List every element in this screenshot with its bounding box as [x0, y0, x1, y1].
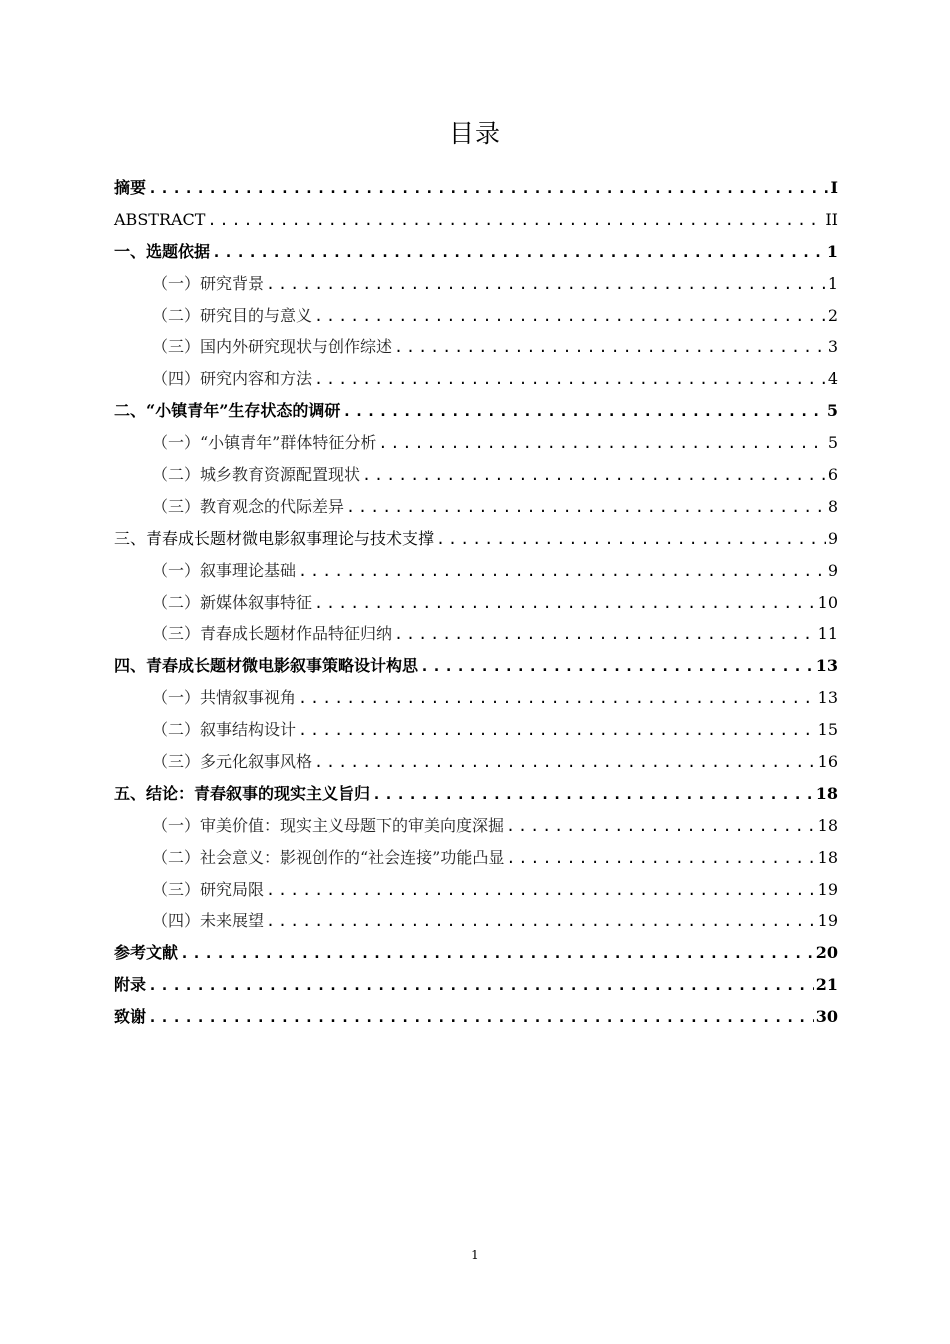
- toc-entry-label: 参考文献: [114, 943, 179, 963]
- toc-section-entry[interactable]: [114, 1001, 838, 1033]
- toc-subsection-entry[interactable]: [114, 555, 838, 587]
- toc-entry-page-number: 1: [826, 241, 838, 261]
- toc-dot-leader: [506, 811, 816, 843]
- toc-dot-leader: [180, 938, 814, 970]
- toc-dot-leader: [420, 651, 814, 683]
- toc-dot-leader: [314, 747, 816, 779]
- toc-entry-page-number: 4: [827, 369, 838, 389]
- toc-entry-page-number: 16: [817, 752, 838, 772]
- toc-entry-label: （二）城乡教育资源配置现状: [152, 465, 361, 485]
- toc-entry-page-number: 13: [815, 656, 838, 676]
- toc-entry-label: （三）青春成长题材作品特征归纳: [152, 624, 393, 644]
- toc-entry-label: 二、“小镇青年”生存状态的调研: [114, 401, 341, 421]
- toc-section-entry[interactable]: [114, 650, 838, 682]
- toc-section-entry[interactable]: [114, 204, 838, 236]
- toc-dot-leader: [298, 556, 826, 588]
- toc-dot-leader: [436, 524, 826, 556]
- toc-subsection-entry[interactable]: [114, 491, 838, 523]
- toc-entry-label: （一）“小镇青年”群体特征分析: [152, 433, 377, 453]
- toc-entry-page-number: 3: [827, 337, 838, 357]
- toc-subsection-entry[interactable]: [114, 459, 838, 491]
- toc-dot-leader: [148, 173, 829, 205]
- toc-section-entry[interactable]: [114, 778, 838, 810]
- toc-entry-label: （二）研究目的与意义: [152, 305, 313, 325]
- toc-section-entry[interactable]: [114, 236, 838, 268]
- toc-dot-leader: [148, 1002, 814, 1034]
- toc-subsection-entry[interactable]: [114, 331, 838, 363]
- toc-dot-leader: [362, 460, 826, 492]
- toc-section-entry[interactable]: [114, 172, 838, 204]
- toc-entry-label: 五、结论：青春叙事的现实主义旨归: [114, 783, 371, 803]
- toc-dot-leader: [314, 588, 816, 620]
- toc-dot-leader: [266, 269, 826, 301]
- toc-dot-leader: [394, 332, 826, 364]
- toc-entry-page-number: 18: [815, 783, 838, 803]
- toc-entry-page-number: 5: [827, 433, 838, 453]
- toc-entry-page-number: II: [825, 209, 838, 229]
- toc-entry-page-number: 9: [827, 528, 838, 548]
- toc-entry-label: （一）审美价值：现实主义母题下的审美向度深掘: [152, 815, 505, 835]
- toc-entry-label: （一）叙事理论基础: [152, 560, 297, 580]
- toc-entry-label: 摘要: [114, 178, 147, 197]
- toc-entry-label: ABSTRACT: [114, 209, 206, 229]
- toc-subsection-entry[interactable]: [114, 874, 838, 906]
- toc-entry-label: （一）研究背景: [152, 273, 265, 293]
- toc-entry-label: 致谢: [114, 1007, 147, 1027]
- page-number: 1: [471, 1248, 479, 1262]
- toc-entry-page-number: 19: [817, 879, 838, 899]
- toc-entry-page-number: 10: [817, 592, 838, 612]
- toc-section-entry[interactable]: [114, 937, 838, 969]
- toc-entry-page-number: 11: [817, 624, 838, 644]
- toc-dot-leader: [506, 843, 815, 875]
- toc-subsection-entry[interactable]: [114, 268, 838, 300]
- toc-subsection-entry[interactable]: [114, 618, 838, 650]
- toc-subsection-entry[interactable]: [114, 714, 838, 746]
- toc-entry-page-number: 19: [817, 911, 838, 931]
- toc-entry-label: 附录: [114, 975, 147, 995]
- toc-subsection-entry[interactable]: [114, 363, 838, 395]
- toc-section-entry[interactable]: [114, 523, 838, 555]
- toc-dot-leader: [148, 970, 814, 1002]
- toc-entry-label: （三）研究局限: [152, 879, 265, 899]
- toc-dot-leader: [314, 301, 826, 333]
- toc-entry-page-number: I: [830, 178, 838, 197]
- page-title: 目录: [448, 119, 501, 148]
- toc-section-entry[interactable]: [114, 395, 838, 427]
- toc-dot-leader: [266, 906, 816, 938]
- toc-dot-leader: [298, 683, 816, 715]
- toc-subsection-entry[interactable]: [114, 427, 838, 459]
- toc-dot-leader: [298, 715, 816, 747]
- toc-entry-page-number: 13: [817, 688, 838, 708]
- toc-entry-label: 一、选题依据: [114, 241, 211, 261]
- toc-subsection-entry[interactable]: [114, 746, 838, 778]
- toc-entry-label: 三、青春成长题材微电影叙事理论与技术支撑: [114, 528, 435, 548]
- toc-entry-label: （三）教育观念的代际差异: [152, 496, 345, 516]
- toc-entry-page-number: 18: [817, 815, 838, 835]
- toc-section-entry[interactable]: [114, 969, 838, 1001]
- toc-entry-label: （三）国内外研究现状与创作综述: [152, 337, 393, 357]
- toc-entry-label: （四）研究内容和方法: [152, 369, 313, 389]
- toc-dot-leader: [212, 237, 825, 269]
- toc-subsection-entry[interactable]: [114, 682, 838, 714]
- toc-entry-page-number: 30: [815, 1007, 838, 1027]
- toc-dot-leader: [378, 428, 825, 460]
- toc-entry-label: （二）新媒体叙事特征: [152, 592, 313, 612]
- toc-dot-leader: [372, 779, 814, 811]
- toc-entry-page-number: 21: [815, 975, 838, 995]
- toc-subsection-entry[interactable]: [114, 842, 838, 874]
- toc-entry-label: （二）社会意义：影视创作的“社会连接”功能凸显: [152, 847, 505, 867]
- toc-entry-page-number: 5: [826, 401, 838, 421]
- toc-subsection-entry[interactable]: [114, 300, 838, 332]
- toc-dot-leader: [394, 619, 816, 651]
- toc-entry-page-number: 1: [827, 273, 838, 293]
- toc-entry-page-number: 8: [827, 496, 838, 516]
- toc-entry-label: （四）未来展望: [152, 911, 265, 931]
- toc-entry-page-number: 6: [827, 465, 838, 485]
- table-of-contents: [114, 172, 838, 1033]
- toc-dot-leader: [207, 205, 823, 237]
- toc-entry-page-number: 15: [817, 720, 838, 740]
- toc-subsection-entry[interactable]: [114, 810, 838, 842]
- toc-subsection-entry[interactable]: [114, 587, 838, 619]
- toc-entry-label: （一）共情叙事视角: [152, 688, 297, 708]
- toc-entry-page-number: 20: [815, 943, 838, 963]
- toc-subsection-entry[interactable]: [114, 905, 838, 937]
- toc-entry-label: 四、青春成长题材微电影叙事策略设计构思: [114, 656, 419, 676]
- toc-entry-page-number: 2: [827, 305, 838, 325]
- toc-entry-page-number: 18: [817, 847, 838, 867]
- toc-dot-leader: [266, 875, 816, 907]
- toc-dot-leader: [342, 396, 824, 428]
- toc-dot-leader: [346, 492, 826, 524]
- toc-entry-label: （二）叙事结构设计: [152, 720, 297, 740]
- toc-dot-leader: [314, 364, 826, 396]
- toc-entry-page-number: 9: [827, 560, 838, 580]
- toc-entry-label: （三）多元化叙事风格: [152, 752, 313, 772]
